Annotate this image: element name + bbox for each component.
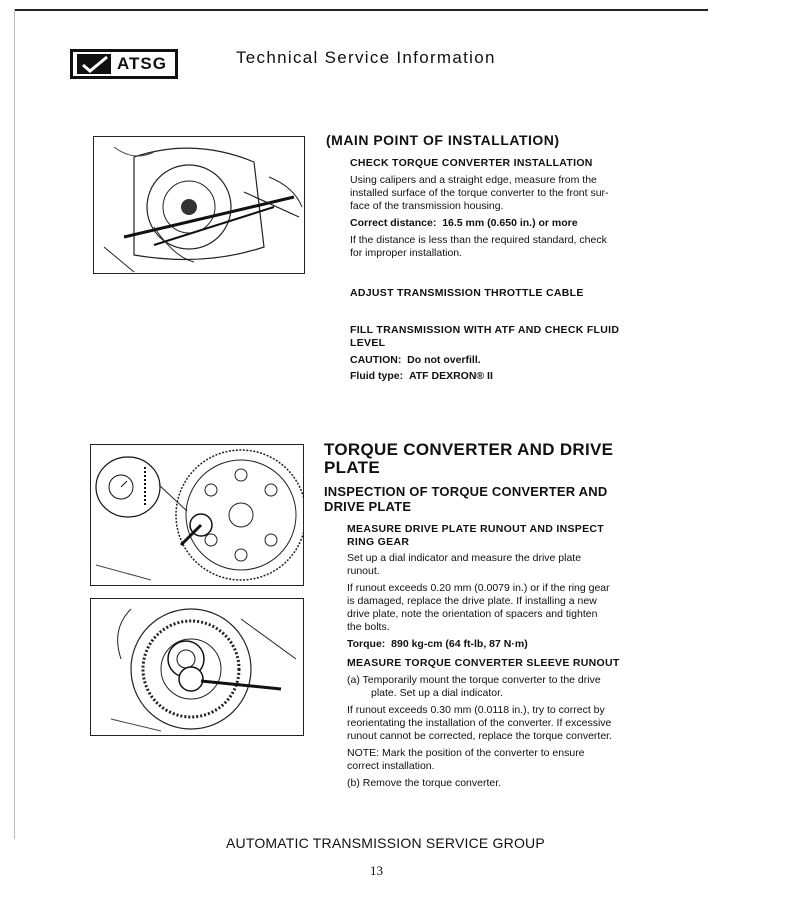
paragraph-line: drive plate, note the orientation of spacers and tighten — [347, 608, 598, 620]
logo-text: ATSG — [117, 54, 167, 73]
paragraph-line: reorientating the installation of the converter. If excessive — [347, 717, 612, 729]
subheading-drive-plate-runout-cont: RING GEAR — [347, 536, 410, 548]
section2-subtitle — [324, 484, 664, 514]
correct-distance-label: Correct distance: — [350, 217, 437, 229]
checkmark-icon — [77, 54, 111, 74]
paragraph-line: runout. — [347, 565, 380, 577]
step-b-line: (b) Remove the torque converter. — [347, 777, 502, 789]
section2-title-line: TORQUE CONVERTER AND DRIVE — [324, 440, 614, 459]
subheading-fill-atf: FILL TRANSMISSION WITH ATF AND CHECK FLUID — [350, 324, 620, 336]
paragraph-line: Set up a dial indicator and measure the drive plate — [347, 552, 582, 564]
figure-drive-plate-runout — [90, 444, 304, 586]
correct-distance-value: 16.5 mm (0.650 in.) or more — [442, 217, 578, 229]
step-a-line: (a) Temporarily mount the torque converter to the drive — [347, 674, 601, 686]
caution-value: Do not overfill. — [407, 354, 481, 366]
torque-value: 890 kg-cm (64 ft-lb, 87 N·m) — [391, 638, 528, 650]
section2-body — [347, 523, 653, 790]
fluid-type-line — [350, 370, 660, 383]
fluid-type-label: Fluid type: — [350, 370, 404, 382]
paragraph-line: for improper installation. — [350, 247, 463, 259]
subheading-sleeve-runout: MEASURE TORQUE CONVERTER SLEEVE RUNOUT — [347, 657, 620, 669]
page-number: 13 — [370, 863, 383, 878]
paragraph-line: the bolts. — [347, 621, 390, 633]
footer-text: AUTOMATIC TRANSMISSION SERVICE GROUP — [226, 835, 545, 851]
paragraph-line: is damaged, replace the drive plate. If installing a new — [347, 595, 597, 607]
torque-label: Torque: — [347, 638, 386, 650]
section2-subtitle-line: INSPECTION OF TORQUE CONVERTER AND — [324, 484, 608, 499]
figure-caliper-measurement — [93, 136, 305, 274]
note-line-cont: correct installation. — [347, 760, 435, 772]
paragraph-line: If runout exceeds 0.20 mm (0.0079 in.) or if the ring gear — [347, 582, 610, 594]
top-rule — [14, 9, 708, 11]
section2-title — [324, 441, 664, 477]
step-a-line-cont: plate. Set up a dial indicator. — [371, 687, 503, 699]
fill-atf-block — [350, 324, 660, 383]
paragraph-line: If runout exceeds 0.30 mm (0.0118 in.), try to correct by — [347, 704, 605, 716]
subheading-adjust-cable: ADJUST TRANSMISSION THROTTLE CABLE — [350, 287, 584, 299]
section2-title-line: PLATE — [324, 458, 380, 477]
subheading-check-converter: CHECK TORQUE CONVERTER INSTALLATION — [350, 157, 593, 169]
drive-plate-illustration — [91, 445, 303, 585]
note-line: NOTE: Mark the position of the converter to ensure — [347, 747, 585, 759]
section-heading-main-point: (MAIN POINT OF INSTALLATION) — [326, 132, 560, 148]
paragraph-line: Using calipers and a straight edge, measure from the — [350, 174, 597, 186]
torque-line — [347, 638, 653, 651]
caution-label: CAUTION: — [350, 354, 402, 366]
left-rule — [14, 9, 15, 839]
section2-subtitle-line: DRIVE PLATE — [324, 499, 412, 514]
paragraph-line: If the distance is less than the required standard, check — [350, 234, 607, 246]
correct-distance — [350, 217, 660, 230]
fluid-type-value: ATF DEXRON® II — [408, 370, 493, 382]
subheading-adjust-cable-block — [350, 287, 660, 300]
converter-illustration — [91, 599, 303, 735]
paragraph-line: runout cannot be corrected, replace the torque converter. — [347, 730, 612, 742]
figure-converter-sleeve-runout — [90, 598, 304, 736]
paragraph-line: installed surface of the torque converter to the front sur- — [350, 187, 609, 199]
subheading-fill-atf-cont: LEVEL — [350, 337, 386, 349]
caution-line — [350, 354, 660, 367]
subheading-drive-plate-runout: MEASURE DRIVE PLATE RUNOUT AND INSPECT — [347, 523, 604, 535]
section1-body — [350, 157, 660, 260]
page-header-title: Technical Service Information — [236, 48, 496, 67]
paragraph-line: face of the transmission housing. — [350, 200, 504, 212]
caliper-illustration — [94, 137, 304, 273]
atsg-logo — [70, 49, 178, 79]
